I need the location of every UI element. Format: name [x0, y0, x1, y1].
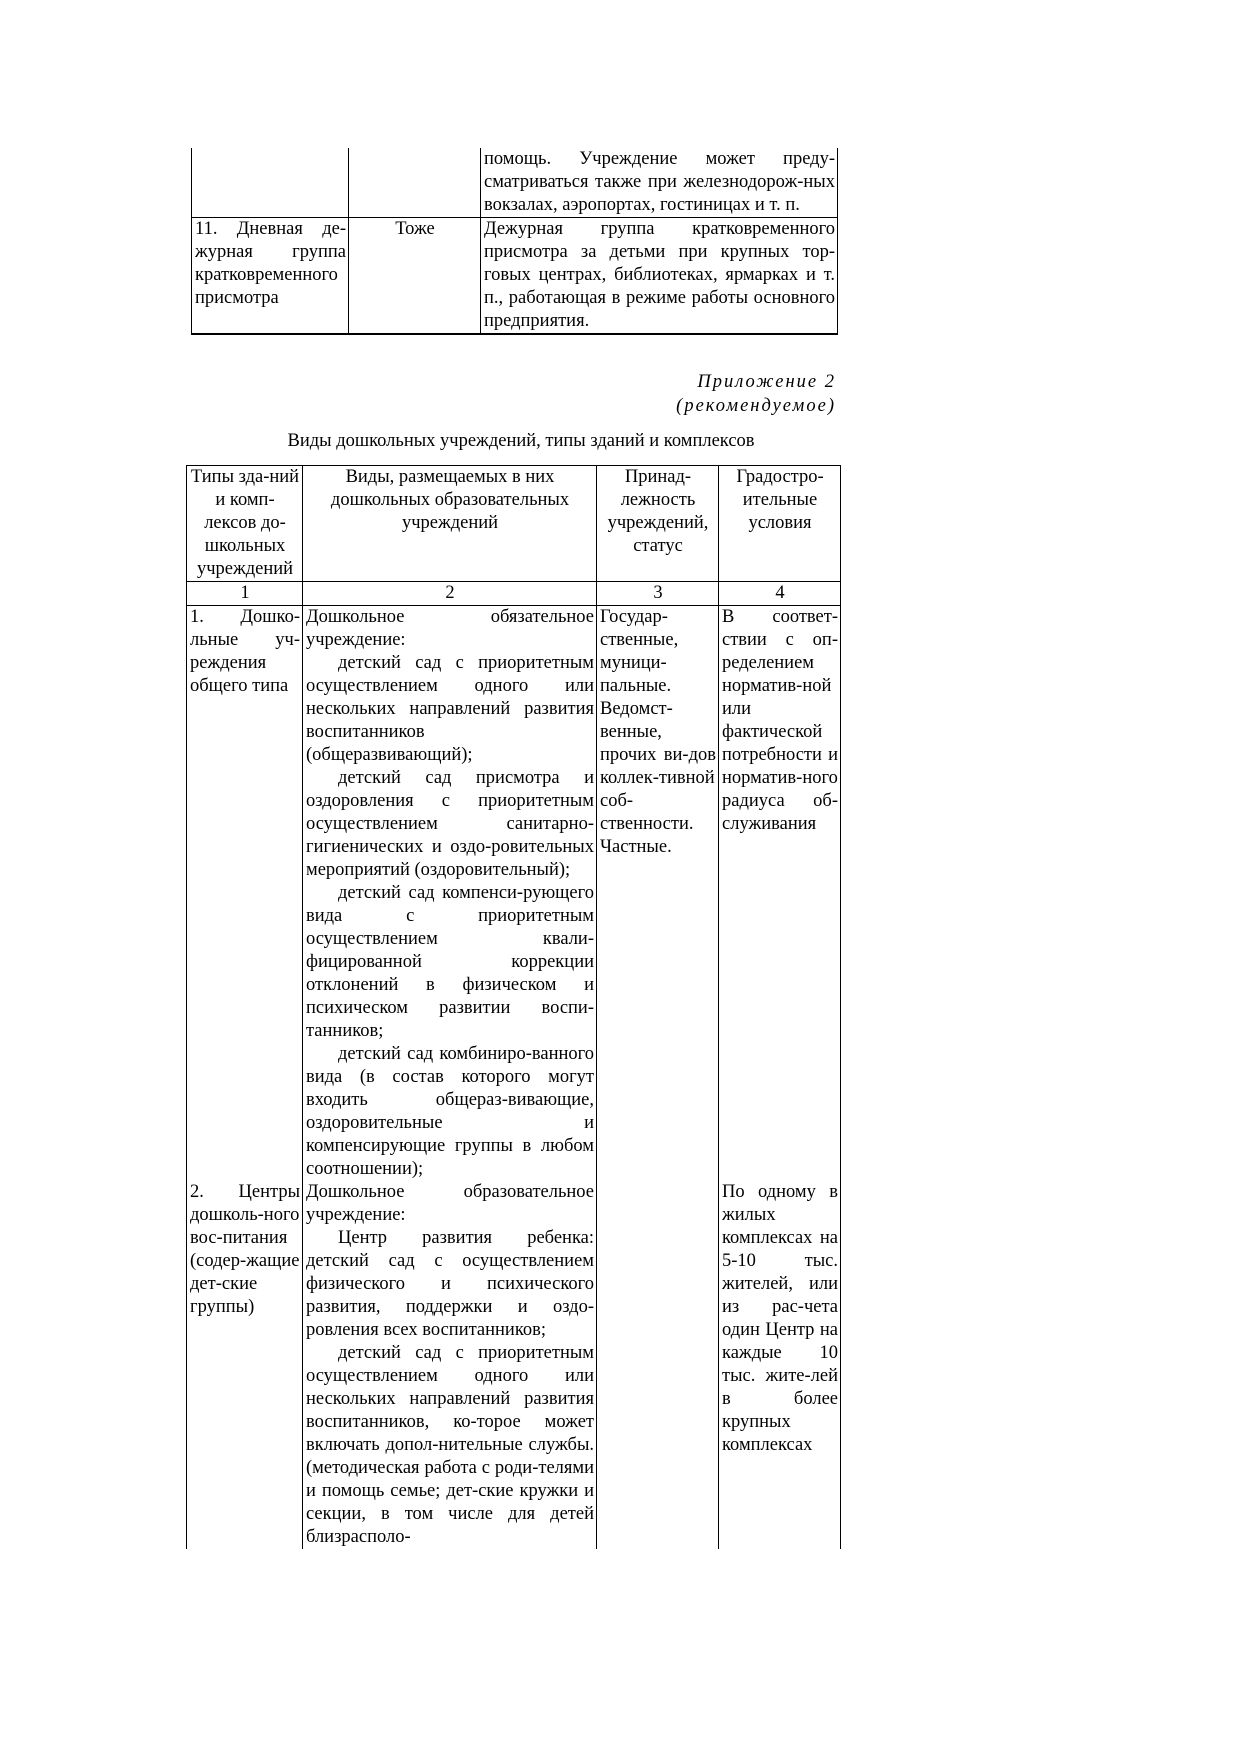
- column-number: 3: [597, 582, 719, 606]
- column-number: 4: [719, 582, 841, 606]
- top-table-continuation: [191, 148, 838, 335]
- appendix-status: (рекомендуемое): [676, 396, 836, 416]
- appendix-label: [676, 370, 836, 418]
- list-item: Центр развития ребенка: детский сад с осуществлением физического и психического развития, поддержки и оздо-ровления всех воспитанников;: [306, 1228, 594, 1340]
- list-item: детский сад компенси-рующего вида с приоритетным осуществлением квали-фицированной коррекции отклонений в физическом и психическом развитии воспи-танников;: [306, 883, 594, 1041]
- column-header: Виды, размещаемых в них дошкольных образовательных учреждений: [303, 466, 597, 582]
- column-number: 1: [187, 582, 303, 606]
- table-cell: По одному в жилых комплексах на 5-10 тыс. жителей, или из рас-чета один Центр на каждые 10 тыс. жите-лей в более крупных комплексах: [719, 1181, 841, 1549]
- table-row: [187, 606, 841, 1182]
- column-header: Типы зда-ний и комп-лексов до-школьных учреждений: [187, 466, 303, 582]
- cell-intro: Дошкольное образовательное учреждение:: [306, 1182, 594, 1225]
- table-title: Виды дошкольных учреждений, типы зданий и комплексов: [287, 431, 755, 451]
- table-number-row: [187, 582, 841, 606]
- table-cell: Дежурная группа кратковременного присмотра за детьми при крупных тор-говых центрах, библиотеках, ярмарках и т. п., работающая в режиме работы основного предприятия.: [481, 218, 838, 335]
- table-cell: Государ-ственные, муници-пальные. Ведомст-венные, прочих ви-дов коллек-тивной соб-ственности. Частные.: [597, 606, 719, 1182]
- list-item: детский сад с приоритетным осуществлением одного или нескольких направлений развития воспитанников, ко-торое может включать допол-нительные службы. (методическая работа с роди-телями и помощь семье; дет-ские кружки и секции, в том числе для детей близрасполо-: [306, 1343, 594, 1547]
- list-item: детский сад с приоритетным осуществлением одного или нескольких направлений развития воспитанников (общеразвивающий);: [306, 653, 594, 765]
- table-cell: [597, 1181, 719, 1549]
- main-table: [186, 465, 841, 1549]
- table-header-row: [187, 466, 841, 582]
- table-cell: 1. Дошко-льные уч-реждения общего типа: [187, 606, 303, 1182]
- table-cell: помощь. Учреждение может преду-сматриваться также при железнодорож-ных вокзалах, аэропортах, гостиницах и т. п.: [481, 148, 838, 218]
- table-cell: [349, 148, 481, 218]
- table-cell: Тоже: [349, 218, 481, 335]
- list-item: детский сад присмотра и оздоровления с приоритетным осуществлением санитарно-гигиенических и оздо-ровительных мероприятий (оздоровительный);: [306, 768, 594, 880]
- table-row: [192, 148, 838, 218]
- table-cell: 11. Дневная де-журная группа кратковременного присмотра: [192, 218, 349, 335]
- list-item: детский сад комбиниро-ванного вида (в состав которого могут входить общераз-вивающие, оздоровительные и компенсирующие группы в любом соотношении);: [306, 1044, 594, 1179]
- table-row: [192, 218, 838, 335]
- table-cell: [192, 148, 349, 218]
- column-header: Принад-лежность учреждений, статус: [597, 466, 719, 582]
- table-cell: 2. Центры дошколь-ного вос-питания (содер-жащие дет-ские группы): [187, 1181, 303, 1549]
- column-number: 2: [303, 582, 597, 606]
- column-header: Градостро-ительные условия: [719, 466, 841, 582]
- table-cell: В соответ-ствии с оп-ределением норматив-ной или фактической потребности и норматив-ного радиуса об-служивания: [719, 606, 841, 1182]
- appendix-number: Приложение 2: [697, 372, 836, 392]
- cell-intro: Дошкольное обязательное учреждение:: [306, 607, 594, 650]
- table-row: [187, 1181, 841, 1549]
- table-cell: [303, 1181, 597, 1549]
- table-cell: [303, 606, 597, 1182]
